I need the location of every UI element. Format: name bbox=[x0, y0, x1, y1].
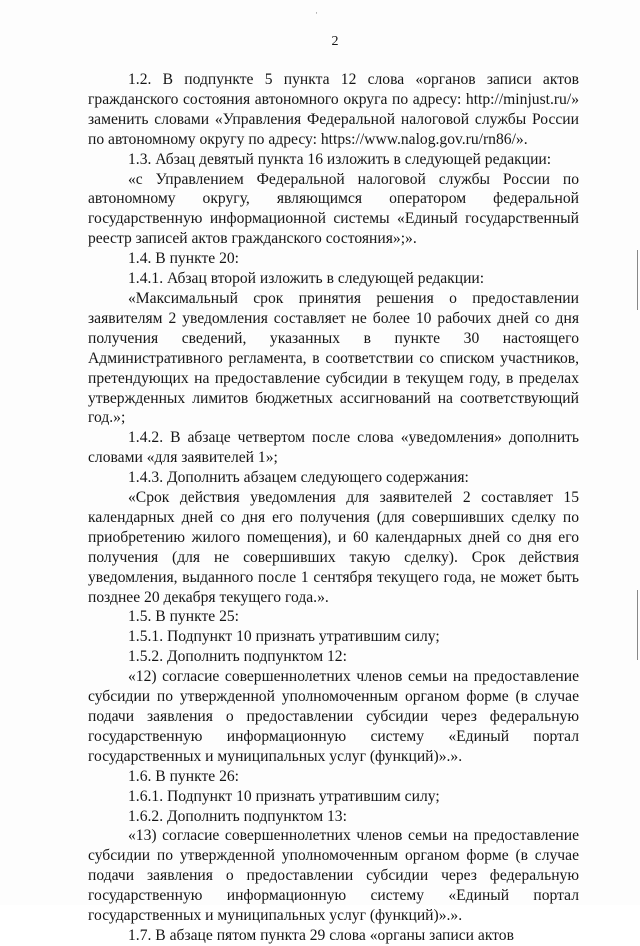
paragraph-1-5-2: 1.5.2. Дополнить подпунктом 12: bbox=[128, 648, 347, 666]
paragraph-1-7: 1.7. В абзаце пятом пункта 29 слова «органы записи актов bbox=[128, 926, 514, 944]
paragraph-1-6: 1.6. В пункте 26: bbox=[128, 767, 240, 785]
paragraph-1-3: 1.3. Абзац девятый пункта 16 изложить в следующей редакции: bbox=[128, 150, 552, 168]
paragraph-1-4-2: 1.4.2. В абзаце четвертом после слова «уведомления» дополнить словами «для заявителей 1»; bbox=[88, 429, 579, 467]
paragraph-quote-1-4-3: «Срок действия уведомления для заявителей 2 составляет 15 календарных дней со дня его получения (для совершивших сделку по приобретению жилого помещения), и 60 календарных дней со дня его получения (для не совершивших такую сделку). Срок действия уведомления, выданного после 1 сентября текущего года, не может быть позднее 20 декабря текущего года.». bbox=[88, 489, 579, 606]
paragraph-1-6-2: 1.6.2. Дополнить подпунктом 13: bbox=[128, 807, 347, 825]
document-body bbox=[88, 70, 579, 946]
scan-mark: · bbox=[315, 8, 318, 18]
paragraph-quote-1-4-1: «Максимальный срок принятия решения о предоставлении заявителям 2 уведомления составляет не более 10 рабочих дней со дня получения сведений, указанных в пункте 30 настоящего Административного регламента, в соответствии со списком участников, претендующих на предоставление субсидии в текущем году, в пределах утвержденных лимитов бюджетных ассигнований на соответствующий год.»; bbox=[88, 289, 579, 427]
paragraph-1-6-1: 1.6.1. Подпункт 10 признать утратившим силу; bbox=[128, 787, 440, 805]
paragraph-1-4: 1.4. В пункте 20: bbox=[128, 250, 240, 268]
paragraph-quote-1-6-2: «13) согласие совершеннолетних членов семьи на предоставление субсидии по утвержденной уполномоченным органом форме (в случае подачи заявления о предоставлении субсидии через федеральную государственную информационную систему «Единый портал государственных и муниципальных услуг (функций)».». bbox=[88, 827, 579, 925]
paragraph-1-5: 1.5. В пункте 25: bbox=[128, 608, 240, 626]
paragraph-1-4-1: 1.4.1. Абзац второй изложить в следующей редакции: bbox=[128, 270, 485, 288]
paragraph-1-5-1: 1.5.1. Подпункт 10 признать утратившим силу; bbox=[128, 628, 440, 646]
paragraph-1-4-3: 1.4.3. Дополнить абзацем следующего содержания: bbox=[128, 469, 469, 487]
paragraph-1-2: 1.2. В подпункте 5 пункта 12 слова «органов записи актов гражданского состояния автономного округа по адресу: http://minjust.ru/» заменить словами «Управления Федеральной налоговой службы России по автономному округу по адресу: https://www.nalog.gov.ru/rn86/». bbox=[88, 71, 579, 148]
page-number: 2 bbox=[331, 34, 339, 49]
paragraph-quote-1-3: «с Управлением Федеральной налоговой службы России по автономному округу, являющимся оператором федеральной государственную информационной системы «Единый государственный реестр записей актов гражданского состояния»;». bbox=[88, 170, 579, 248]
scan-edge-mark bbox=[637, 250, 638, 310]
paragraph-quote-1-5-2: «12) согласие совершеннолетних членов семьи на предоставление субсидии по утвержденной уполномоченным органом форме (в случае подачи заявления о предоставлении субсидии через федеральную государственную информационную систему «Единый портал государственных и муниципальных услуг (функций)».». bbox=[88, 668, 579, 765]
scan-edge-mark bbox=[637, 590, 638, 660]
